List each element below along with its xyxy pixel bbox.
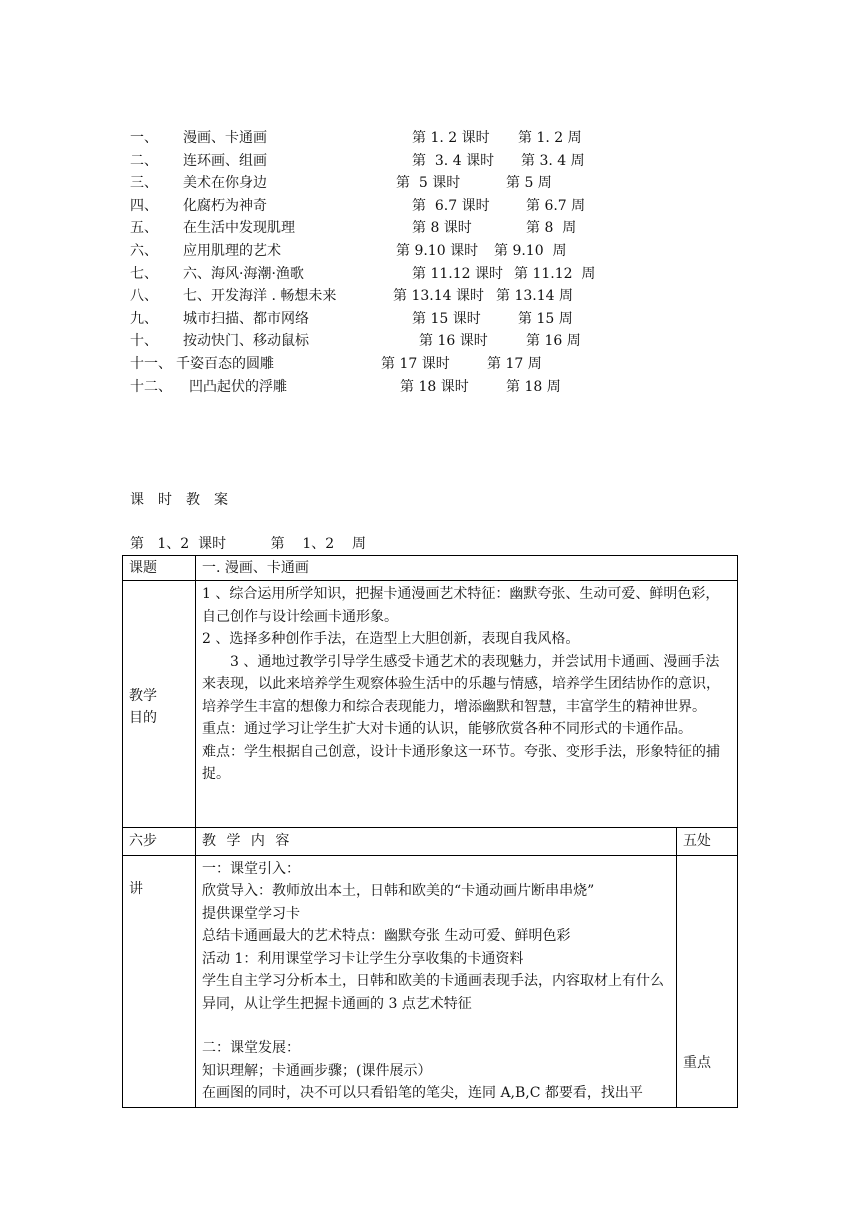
schedule-topic: 城市扫描、都市网络	[183, 310, 309, 327]
objectives-content	[196, 581, 738, 828]
schedule-week: 第 6.7 周	[526, 197, 586, 214]
schedule-topic: 应用肌理的艺术	[183, 243, 281, 259]
schedule-number: 五、	[130, 220, 158, 237]
key-point: 重点：通过学习让学生扩大对卡通的认识，能够欣赏各种不同形式的卡通作品。	[202, 721, 692, 737]
schedule-topic: 凹凸起伏的浮雕	[189, 378, 287, 395]
content-line	[202, 1015, 670, 1037]
topic-label: 课题	[123, 556, 196, 581]
schedule-topic: 漫画、卡通画	[183, 130, 267, 146]
schedule-lesson: 第 9.10 课时	[396, 243, 479, 259]
schedule-topic: 化腐朽为神奇	[183, 197, 267, 214]
schedule-number: 二、	[130, 152, 158, 169]
schedule-number: 九、	[130, 310, 158, 327]
schedule-number: 八、	[130, 288, 158, 305]
header-note: 五处	[677, 828, 738, 856]
schedule-topic: 千姿百态的圆雕	[176, 356, 274, 372]
table-row	[123, 855, 738, 1107]
objective-2: 2 、选择多种创作手法，在造型上大胆创新，表现自我风格。	[202, 631, 580, 647]
session-line: 第 1、2 课时 第 1、2 周	[130, 536, 366, 552]
schedule-lesson: 第 5 课时	[396, 175, 461, 192]
content-line: 提供课堂学习卡	[202, 905, 300, 922]
schedule-number: 三、	[130, 175, 158, 192]
header-content: 教 学 内 容	[196, 828, 677, 856]
topic-value: 一. 漫画、卡通画	[196, 556, 738, 581]
schedule-lesson: 第 6.7 课时	[412, 197, 490, 214]
schedule-topic: 连环画、组画	[183, 152, 267, 169]
content-line: 总结卡通画最大的艺术特点：幽默夸张 生动可爱、鲜明色彩	[202, 928, 571, 944]
schedule-week: 第 11.12 周	[514, 265, 596, 282]
step-label-text: 讲	[129, 880, 143, 897]
schedule-topic: 按动快门、移动鼠标	[183, 333, 309, 350]
schedule-number: 七、	[130, 265, 158, 282]
schedule-lesson: 第 3. 4 课时	[412, 152, 495, 169]
schedule-topic: 在生活中发现肌理	[183, 220, 295, 237]
header-step: 六步	[123, 828, 196, 856]
schedule-lesson: 第 13.14 课时	[393, 288, 484, 305]
schedule-number: 一、	[130, 130, 158, 146]
teaching-content	[196, 855, 677, 1107]
lesson-plan-table	[122, 555, 738, 1108]
schedule-lesson: 第 1. 2 课时	[412, 130, 490, 146]
schedule-week: 第 17 周	[487, 356, 542, 372]
content-line: 二：课堂发展：	[202, 1040, 300, 1056]
content-line: 知识理解；卡通画步骤；(课件展示）	[202, 1062, 432, 1079]
difficult-point: 难点：学生根据自己创意，设计卡通形象这一环节。夸张、变形手法，形象特征的捕捉。	[202, 743, 720, 782]
objectives-label	[123, 581, 196, 828]
content-line: 在画图的同时，决不可以只看铅笔的笔尖，连同 A,B,C 都要看，找出平	[202, 1085, 643, 1101]
schedule-lesson: 第 11.12 课时	[412, 265, 503, 282]
note-key: 重点	[683, 1054, 711, 1071]
schedule-topic: 美术在你身边	[183, 175, 267, 192]
schedule-week: 第 1. 2 周	[518, 130, 582, 146]
schedule-week: 第 15 周	[518, 310, 573, 327]
note-cell	[677, 855, 738, 1107]
schedule-lesson: 第 17 课时	[381, 356, 450, 372]
schedule-lesson: 第 18 课时	[400, 378, 469, 395]
schedule-number: 四、	[130, 197, 158, 214]
table-row	[123, 581, 738, 828]
schedule-topic: 六、海风·海潮·渔歌	[183, 265, 304, 282]
schedule-week: 第 5 周	[506, 175, 552, 192]
content-line: 欣赏导入：教师放出本土，日韩和欧美的“卡通动画片断串串烧”	[202, 883, 595, 899]
schedule-number: 十一、	[130, 356, 172, 372]
schedule-week: 第 18 周	[506, 378, 561, 395]
objective-1: 1 、综合运用所学知识，把握卡通漫画艺术特征：幽默夸张、生动可爱、鲜明色彩，自己创作与设计绘画卡通形象。	[202, 586, 720, 625]
schedule-topic: 七、开发海洋 . 畅想未来	[183, 288, 337, 305]
content-line: 一：课堂引入：	[202, 860, 300, 877]
plan-title: 课时教案	[130, 492, 242, 508]
content-line: 活动 1：利用课堂学习卡让学生分享收集的卡通资料	[202, 950, 524, 967]
table-row	[123, 828, 738, 856]
schedule-number: 六、	[130, 243, 158, 259]
schedule-lesson: 第 8 课时	[412, 220, 472, 237]
schedule-number: 十、	[130, 333, 158, 350]
schedule-lesson: 第 16 课时	[419, 333, 488, 350]
schedule-week: 第 9.10 周	[494, 243, 567, 259]
schedule-week: 第 13.14 周	[496, 288, 573, 305]
schedule-week: 第 8 周	[526, 220, 577, 237]
step-label	[123, 855, 196, 1107]
schedule-week: 第 16 周	[526, 333, 581, 350]
content-line: 学生自主学习分析本土，日韩和欧美的卡通画表现手法，内容取材上有什么异同，从让学生把握卡通画的 3 点艺术特征	[202, 973, 664, 1012]
objectives-label-text: 教学目的	[129, 687, 157, 726]
schedule-week: 第 3. 4 周	[521, 152, 585, 169]
schedule-number: 十二、	[130, 378, 172, 395]
schedule-lesson: 第 15 课时	[412, 310, 481, 327]
table-row	[123, 556, 738, 581]
objective-3: 3 、通地过教学引导学生感受卡通艺术的表现魅力，并尝试用卡通画、漫画手法来表现，以此来培养学生观察体验生活中的乐趣与情感，培养学生团结协作的意识， 培养学生丰富的想像力和综合表现能力，增添幽默和智慧，丰富学生的精神世界。	[202, 653, 720, 715]
